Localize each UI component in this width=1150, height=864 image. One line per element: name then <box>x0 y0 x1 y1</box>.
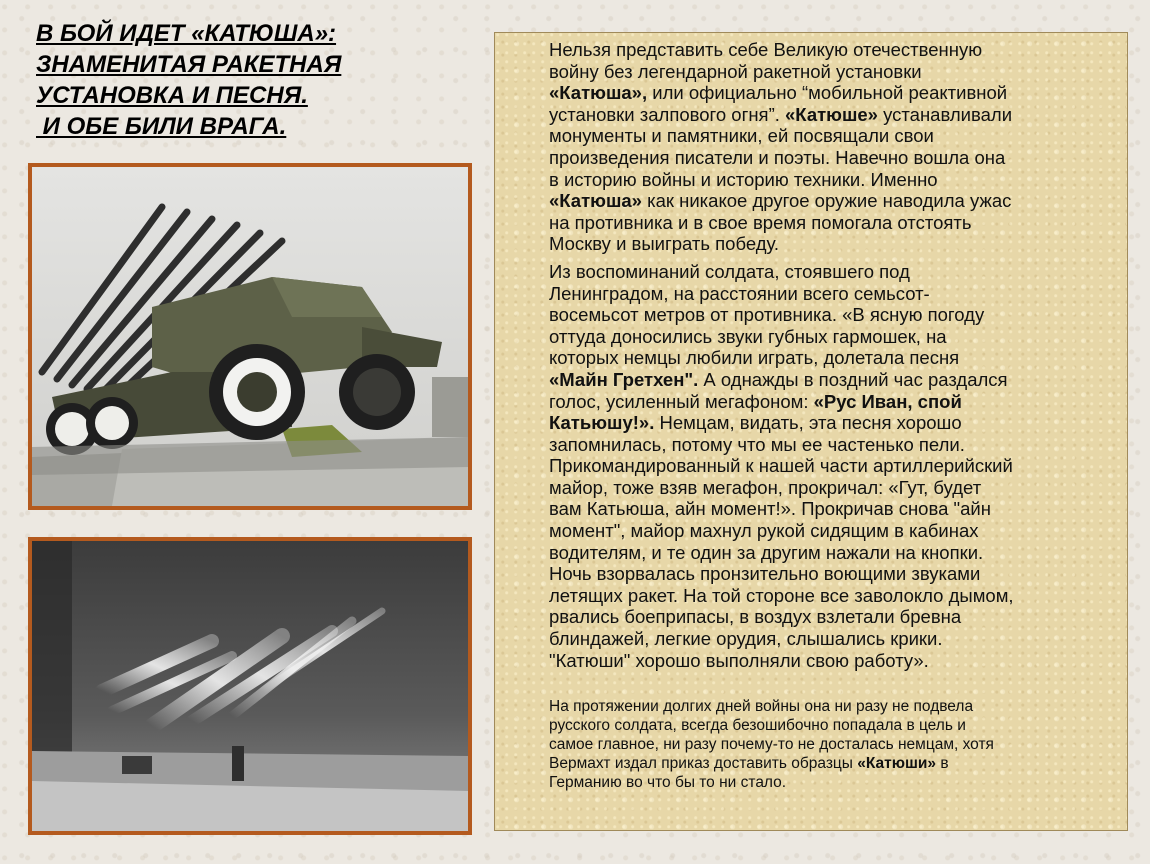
paragraph-conclusion <box>549 697 1113 792</box>
page-title <box>36 18 416 142</box>
title-line: И ОБЕ БИЛИ ВРАГА. <box>36 113 287 140</box>
text-line: Вермахт издал приказ доставить образцы «Катюши» в <box>549 755 949 773</box>
text-line: войну без легендарной ракетной установки <box>549 60 922 82</box>
title-line: УСТАНОВКА И ПЕСНЯ. <box>36 82 308 109</box>
text-line: "Катюши" хорошо выполняли свою работу». <box>549 649 929 671</box>
text-line: монументы и памятники, ей посвящали свои <box>549 125 934 147</box>
text-line: восемьсот метров от противника. «В ясную погоду <box>549 304 985 326</box>
text-line: рвались боеприпасы, в воздух взлетали бревна <box>549 606 962 628</box>
text-line: майор, тоже взяв мегафон, прокричал: «Гут, будет <box>549 476 982 498</box>
text-line: самое главное, ни разу почему-то не досталась немцам, хотя <box>549 736 994 754</box>
text-line: установки залпового огня”. «Катюше» устанавливали <box>549 103 1013 125</box>
text-line: которых немцы любили играть, долетала песня <box>549 347 960 369</box>
rocket-salvo-photo <box>28 537 472 835</box>
text-line: в историю войны и историю техники. Именно <box>549 168 938 190</box>
text-line: произведения писатели и поэты. Навечно вошла она <box>549 146 1006 168</box>
paragraph-memoir <box>549 261 1113 671</box>
text-line: блиндажей, легкие орудия, слышались крики. <box>549 628 943 650</box>
paragraph-intro <box>549 39 1113 255</box>
text-line: на противника и в свое время помогала отстоять <box>549 211 972 233</box>
katyusha-truck-photo <box>28 163 472 510</box>
text-line: Москву и выиграть победу. <box>549 233 780 255</box>
rocket-salvo-image <box>32 541 468 831</box>
title-line: ЗНАМЕНИТАЯ РАКЕТНАЯ <box>36 51 342 78</box>
text-line: «Майн Гретхен". А однажды в поздний час раздался <box>549 368 1008 390</box>
text-line: оттуда доносились звуки губных гармошек, на <box>549 325 947 347</box>
text-line: Катьюшу!». Немцам, видать, эта песня хорошо <box>549 412 962 434</box>
text-line: Нельзя представить себе Великую отечественную <box>549 39 983 60</box>
text-line: На протяжении долгих дней войны она ни разу не подвела <box>549 698 974 716</box>
text-line: водителям, и те один за другим нажали на кнопки. <box>549 541 984 563</box>
text-line: русского солдата, всегда безошибочно попадала в цель и <box>549 717 966 735</box>
text-line: момент", майор махнул рукой сидящим в кабинах <box>549 520 979 542</box>
title-line: В БОЙ ИДЕТ «КАТЮША»: <box>36 20 337 47</box>
text-line: «Катюша», или официально “мобильной реактивной <box>549 82 1008 104</box>
text-line: вам Катьюша, айн момент!». Прокричав снова "айн <box>549 498 991 520</box>
text-line: Ночь взорвалась пронзительно воющими звуками <box>549 563 981 585</box>
text-line: голос, усиленный мегафоном: «Рус Иван, спой <box>549 390 962 412</box>
text-line: Из воспоминаний солдата, стоявшего под <box>549 260 910 282</box>
text-line: Прикомандированный к нашей части артиллерийский <box>549 455 1013 477</box>
text-line: Германию во что бы то ни стало. <box>549 774 787 792</box>
text-line: «Катюша» как никакое другое оружие наводила ужас <box>549 190 1012 212</box>
text-panel <box>494 32 1128 831</box>
katyusha-truck-image <box>32 167 468 506</box>
text-line: запомнилась, потому что мы ее частенько пели. <box>549 433 965 455</box>
text-line: летящих ракет. На той стороне все заволокло дымом, <box>549 584 1014 606</box>
text-line: Ленинградом, на расстоянии всего семьсот- <box>549 282 930 304</box>
